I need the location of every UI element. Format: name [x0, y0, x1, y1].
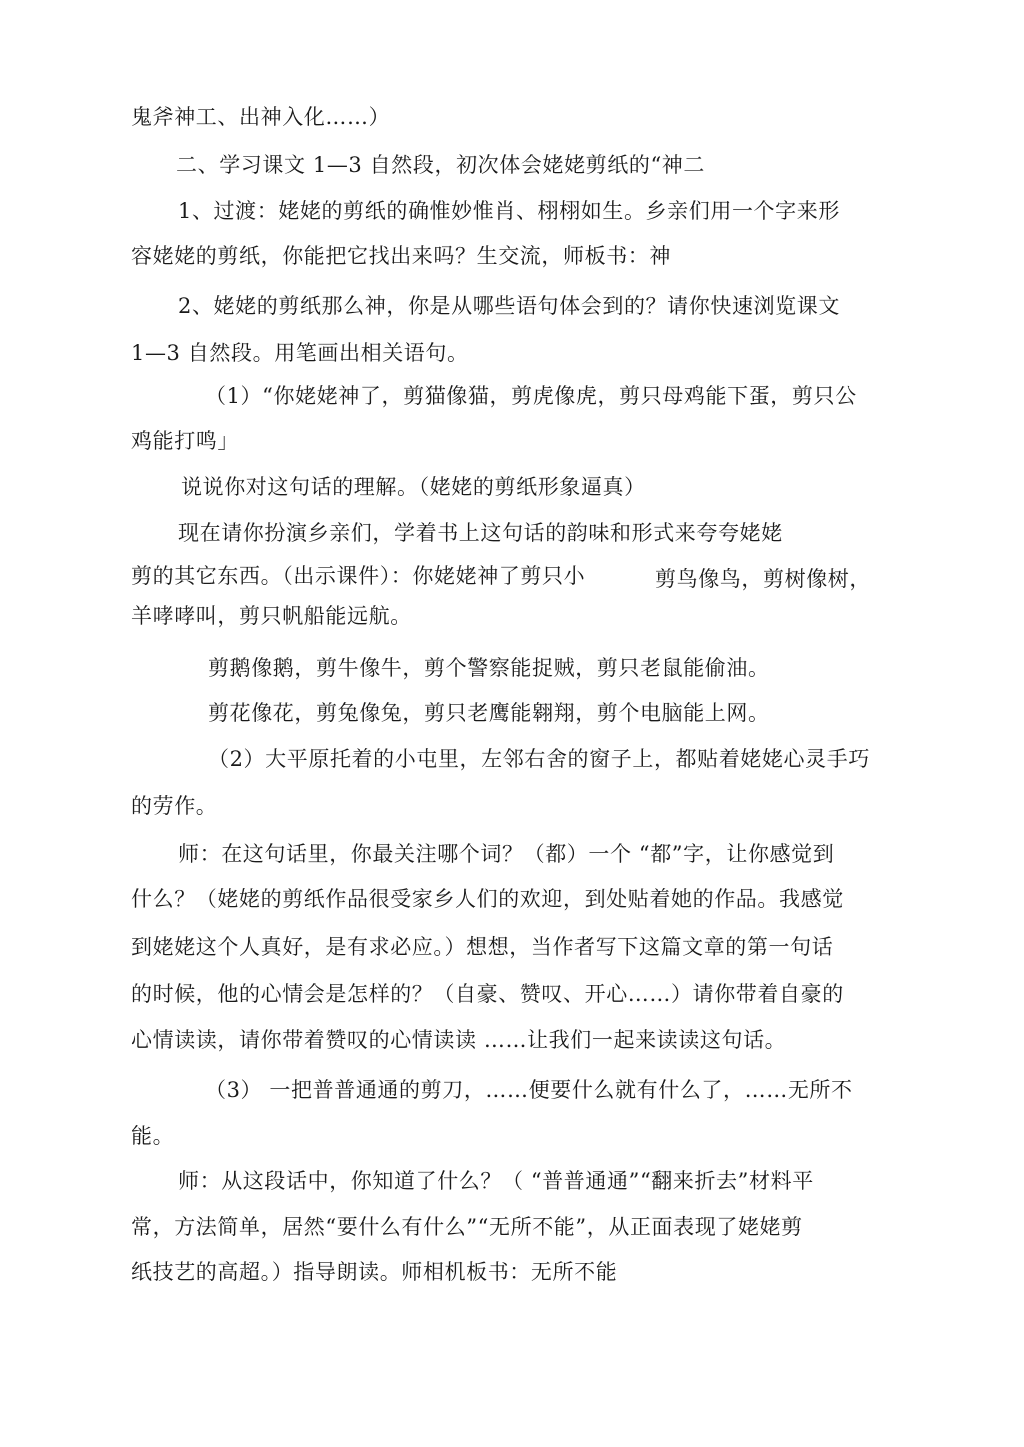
text-line: 的时候，他的心情会是怎样的？（自豪、赞叹、开心……）请你带着自豪的 [131, 982, 844, 1006]
text-line: 羊哮哮叫，剪只帆船能远航。 [131, 604, 412, 628]
text-line: 剪的其它东西。（出示课件）：你姥姥神了剪只小 [131, 564, 586, 588]
text-line: 纸技艺的高超。）指导朗读。师相机板书：无所不能 [131, 1260, 618, 1284]
text-line: 2、姥姥的剪纸那么神，你是从哪些语句体会到的？请你快速浏览课文 [178, 294, 840, 318]
text-line: 什么？（姥姥的剪纸作品很受家乡人们的欢迎，到处贴着她的作品。我感觉 [131, 887, 844, 911]
text-line: 鬼斧神工、出神入化……） [131, 105, 391, 129]
text-line: 1—3 自然段。用笔画出相关语句。 [131, 341, 469, 365]
text-line: 剪鹅像鹅，剪牛像牛，剪个警察能捉贼，剪只老鼠能偷油。 [208, 656, 770, 680]
text-line: 的劳作。 [131, 794, 218, 818]
text-line: 剪鸟像鸟，剪树像树， [655, 567, 871, 591]
text-line: （3） 一把普普通通的剪刀，……便要什么就有什么了，……无所不 [205, 1078, 853, 1102]
text-line: 容姥姥的剪纸，你能把它找出来吗？生交流，师板书：神 [131, 244, 671, 268]
text-line: 剪花像花，剪兔像兔，剪只老鹰能翱翔，剪个电脑能上网。 [208, 701, 770, 725]
text-line: 师：从这段话中，你知道了什么？（ “普普通通”“翻来折去”材料平 [178, 1169, 814, 1193]
text-line: 现在请你扮演乡亲们，学着书上这句话的韵味和形式来夸夸姥姥 [178, 521, 783, 545]
section-heading: 二、学习课文 1—3 自然段，初次体会姥姥剪纸的“神二 [176, 153, 706, 177]
text-line: 能。 [131, 1124, 175, 1148]
text-line: 鸡能打鸣」 [131, 429, 239, 453]
text-line: 常，方法简单，居然“要什么有什么”“无所不能”，从正面表现了姥姥剪 [131, 1215, 803, 1239]
text-line: 1、过渡：姥姥的剪纸的确惟妙惟肖、栩栩如生。乡亲们用一个字来形 [178, 199, 840, 223]
text-line: 师：在这句话里，你最关注哪个词？（都）一个 “都”字，让你感觉到 [178, 842, 835, 866]
text-line: （1）“你姥姥神了，剪猫像猫，剪虎像虎，剪只母鸡能下蛋，剪只公 [205, 384, 857, 408]
text-line: （2）大平原托着的小屯里，左邻右舍的窗子上，都贴着姥姥心灵手巧 [208, 747, 870, 771]
text-line: 到姥姥这个人真好，是有求必应。）想想，当作者写下这篇文章的第一句话 [131, 935, 834, 959]
text-line: 心情读读，请你带着赞叹的心情读读 ……让我们一起来读读这句话。 [131, 1028, 787, 1052]
text-line: 说说你对这句话的理解。（姥姥的剪纸形象逼真） [181, 475, 646, 499]
